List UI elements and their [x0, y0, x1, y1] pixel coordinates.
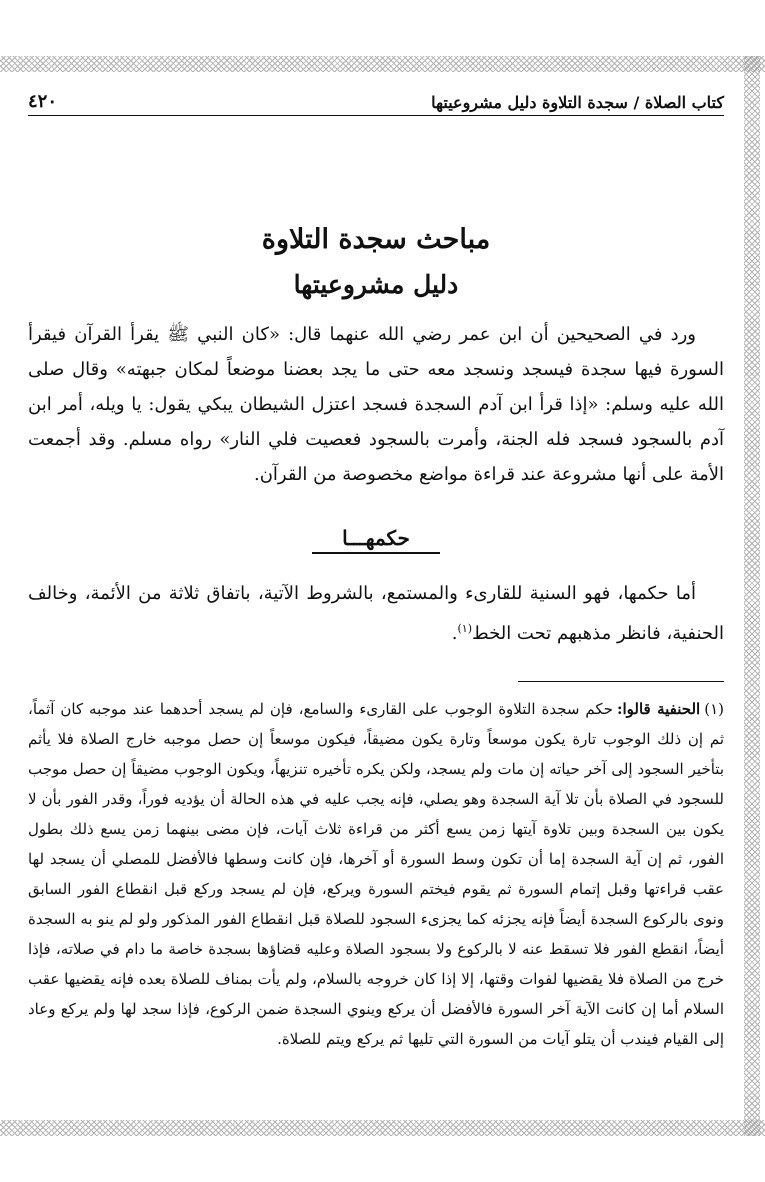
- intro-paragraph: ورد في الصحيحين أن ابن عمر رضي الله عنهما قال: «كان النبي ﷺ يقرأ القرآن فيقرأ السورة فيها سجدة فيسجد ونسجد معه حتى ما يجد بعضنا موضعاً لمكان جبهته» وقال صلى الله عليه وسلم: «إذا قرأ ابن آدم السجدة فسجد اعتزل الشيطان يبكي يقول: يا ويله، أمر ابن آدم بالسجود فسجد فله الجنة، وأمرت بالسجود فعصيت فلي النار» رواه مسلم. وقد أجمعت الأمة على أنها مشروعة عند قراءة مواضع مخصوصة من القرآن.: [28, 324, 724, 485]
- running-title: كتاب الصلاة / سجدة التلاوة دليل مشروعيتها: [431, 93, 724, 112]
- footnote: [28, 694, 724, 1054]
- running-header: [28, 80, 724, 116]
- section-title: حكمهـــا: [312, 524, 440, 554]
- book-page: [28, 80, 724, 1054]
- page-number: ٤٢٠: [28, 91, 58, 112]
- sub-heading: دليل مشروعيتها: [293, 270, 459, 299]
- footnote-label: الحنفية قالوا:: [616, 700, 701, 718]
- footnote-reference: (١): [457, 622, 472, 635]
- footnote-body: حكم سجدة التلاوة الوجوب على القارىء والسامع، فإن لم يسجد أحدهما عند موجبه كان آثماً، ثم إن ذلك الوجوب تارة يكون موسعاً وتارة يكون مضيقاً، فيكون موسعاً إن حصل موجبه خارج الصلاة فلا يأثم بتأخير السجود إلى آخر حياته إن مات ولم يسجد، ولكن يكره تأخيره تنزيهاً، ويكون الوجوب مضيقاً إن حصل موجب للسجود في الصلاة بأن تلا آية السجدة وهو يصلي، فإنه يجب عليه في هذه الحالة أن يؤديه فوراً، وقدر الفور بأن لا يكون بين السجدة وبين تلاوة آيتها زمن يسع أكثر من قراءة ثلاث آيات، فإن مضى بينهما زمن يسع ذلك بطول الفور، ثم إن آية السجدة إما أن تكون وسط السورة أو آخرها، فإن كانت وسطها فالأفضل للمصلي أن يسجد لها عقب قراءتها وقبل إتمام السورة ثم يقوم فيختم السورة ويركع، فإن لم يسجد وركع قبل انقطاع الفور السابق ونوى بالركوع السجدة أيضاً فإنه يجزئه كما يجزىء السجود للصلاة قبل انقطاع الفور المذكور ولو لم ينو به السجدة أيضاً، انقطع الفور فلا تسقط عنه لا بالركوع ولا بسجود الصلاة وعليه قضاؤها بسجدة خاصة ما دام في صلاته، فإذا خرج من الصلاة فلا يقضيها لفوات وقتها، إلا إذا كان خروجه بالسلام، ولم يأت بمناف للصلاة بعده فإنه يقضيها عقب السلام أما إن كانت الآية آخر السورة فالأفضل أن يركع وينوي السجدة ضمن الركوع، فإذا سجد لها ولم يركع وعاد إلى القيام فيندب أن يتلو آيات من السورة التي تليها ثم يركع ويتم للصلاة.: [28, 700, 724, 1048]
- ruling-text: أما حكمها، فهو السنية للقارىء والمستمع، بالشروط الآتية، باتفاق ثلاثة من الأئمة، وخالف الحنفية، فانظر مذهبهم تحت الخط: [28, 583, 724, 644]
- footnote-number: (١): [704, 700, 724, 718]
- top-ornamental-border: [0, 56, 765, 72]
- ruling-paragraph: [28, 576, 724, 651]
- main-heading: مباحث سجدة التلاوة: [261, 224, 491, 255]
- right-ornamental-border: [744, 56, 760, 1136]
- footnote-divider: [518, 681, 724, 682]
- bottom-ornamental-border: [0, 1120, 765, 1136]
- ruling-end: .: [451, 623, 458, 644]
